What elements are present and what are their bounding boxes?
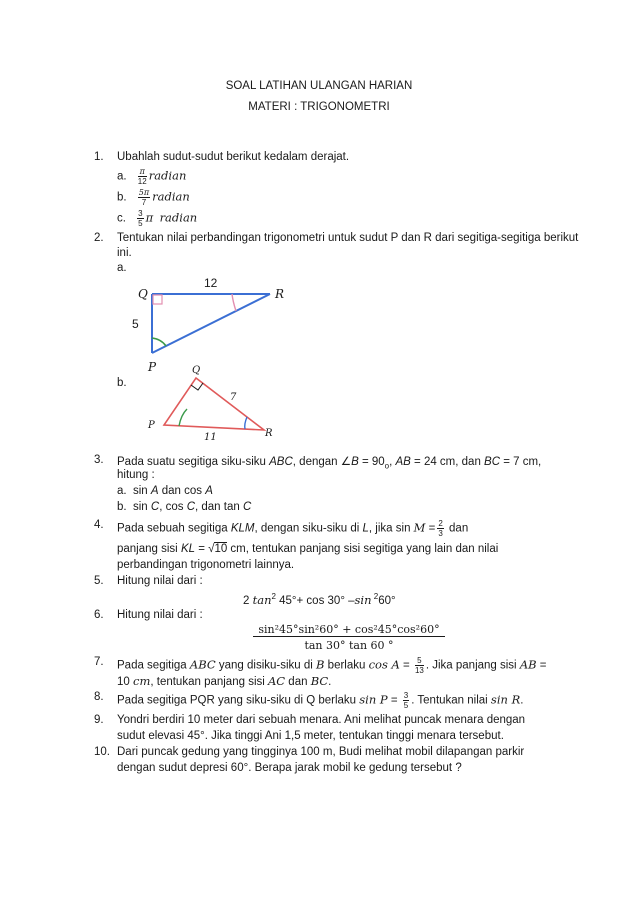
triangle-a-side-5: 5: [132, 317, 139, 331]
triangle-b-side-11: 11: [204, 432, 217, 442]
triangle-b-angle-p: [179, 409, 187, 426]
q1c-label: c.: [117, 212, 126, 225]
q7-line1: Pada segitiga ABC yang disiku-siku di B berlaku cos A = $\frac{5}{13}$ . Jika panjang sisi AB =: [117, 656, 547, 675]
q7-number: 7.: [94, 656, 104, 668]
q8-line: Pada segitiga PQR yang siku-siku di Q berlaku sin P = $\frac{3}{5}$ . Tentukan nilai sin R.: [117, 691, 524, 710]
q2-line2: ini.: [117, 247, 132, 259]
q9-line1: Yondri berdiri 10 meter dari sebuah menara. Ani melihat puncak menara dengan: [117, 714, 526, 726]
q3a: a. sin A dan cos A: [117, 485, 213, 497]
q1a-label: a.: [117, 170, 127, 183]
triangle-a-angle-r: [232, 294, 236, 311]
q3b-label: b.: [117, 501, 127, 513]
q7-line2: 10 cm, tentukan panjang sisi AC dan BC.: [117, 674, 332, 688]
q3-line2: hitung :: [117, 469, 155, 481]
q7-fraction: $\frac{5}{13}$: [414, 656, 424, 675]
q4-line3: perbandingan trigonometri lainnya.: [117, 559, 295, 571]
q10-line2: dengan sudut depresi 60°. Berapa jarak mobil ke gedung tersebut ?: [117, 762, 462, 774]
triangle-a-vertex-q: Q: [138, 287, 148, 301]
triangle-b-side-7: 7: [230, 392, 237, 403]
q1a: [117, 167, 186, 186]
q9-number: 9.: [94, 714, 104, 726]
q1c-unit: radian: [159, 210, 198, 225]
triangle-a-side-pr: [152, 294, 270, 353]
q1b-unit: radian: [152, 189, 190, 204]
q8-fraction: $\frac{3}{5}$: [403, 691, 409, 710]
q4-line2: panjang sisi KL = √10 cm, tentukan panjang sisi segitiga yang lain dan nilai: [117, 543, 499, 555]
q10-line1: Dari puncak gedung yang tingginya 100 m, Budi melihat mobil dilapangan parkir: [117, 746, 525, 758]
q1b-label: b.: [117, 191, 127, 204]
page-subtitle: MATERI : TRIGONOMETRI: [248, 101, 390, 113]
page-title: SOAL LATIHAN ULANGAN HARIAN: [225, 80, 413, 92]
q2a-label: a.: [117, 262, 127, 274]
q1a-unit: radian: [148, 168, 187, 183]
q2-line1: Tentukan nilai perbandingan trigonometri untuk sudut P dan R dari segitiga-segitiga berikut: [117, 232, 579, 244]
q2b-label: b.: [117, 377, 127, 389]
triangle-a-vertex-r: R: [275, 287, 285, 301]
q3-number: 3.: [94, 454, 104, 466]
q4-line1: Pada sebuah segitiga KLM, dengan siku-siku di L, jika sin M = $\frac{2}{3}$ dan: [117, 519, 469, 538]
q1-text: Ubahlah sudut-sudut berikut kedalam derajat.: [117, 151, 350, 163]
triangle-a-angle-p: [152, 338, 166, 346]
q6-text: Hitung nilai dari :: [117, 609, 203, 621]
q4-number: 4.: [94, 519, 104, 531]
q1a-fraction: $\frac{\pi}{12}$: [137, 167, 147, 186]
triangle-b-vertex-q: Q: [192, 365, 201, 376]
q5-expression: 2 $\tan^2 45^\circ+ \cos 30^\circ$ –sin $^2$60°: [243, 592, 396, 607]
triangle-b-angle-r: [245, 417, 247, 429]
q5-number: 5.: [94, 575, 104, 587]
q10-number: 10.: [94, 746, 110, 758]
triangle-b-figure: [140, 360, 280, 442]
q4-fraction: $\frac{2}{3}$: [438, 519, 443, 538]
q1c-fraction: $\frac{3}{5}$: [138, 209, 143, 228]
q2-number: 2.: [94, 232, 104, 244]
q8-number: 8.: [94, 691, 104, 703]
q1b: [117, 188, 190, 207]
q3-line1: Pada suatu segitiga siku-siku ABC, dengan ∠B = $90_o$, AB = 24 cm, dan BC = 7 cm,: [117, 456, 542, 471]
q5-text: Hitung nilai dari :: [117, 575, 203, 587]
q1c-pi: π: [145, 210, 154, 225]
q9-line2: sudut elevasi 45°. Jika tinggi Ani 1,5 meter, tentukan tinggi menara tersebut.: [117, 730, 504, 742]
q6-denominator: tan 30° tan 60 °: [304, 639, 394, 652]
triangle-a-side-12: 12: [204, 276, 218, 290]
q3b: b. sin C, cos C, dan tan C: [117, 501, 252, 513]
q6-numerator: sin²45°sin²60° + cos²45°cos²60°: [253, 623, 445, 637]
q1-number: 1.: [94, 151, 104, 163]
triangle-a-right-angle: [153, 295, 162, 304]
q3a-label: a.: [117, 485, 127, 497]
q1c: [117, 209, 197, 228]
triangle-b-vertex-p: P: [148, 420, 155, 431]
triangle-b-outline: [164, 378, 264, 430]
triangle-b-vertex-r: R: [265, 428, 273, 439]
q1b-fraction: $\frac{5\pi}{7}$: [138, 188, 150, 207]
triangle-a-vertex-p: P: [148, 360, 157, 374]
q6-number: 6.: [94, 609, 104, 621]
